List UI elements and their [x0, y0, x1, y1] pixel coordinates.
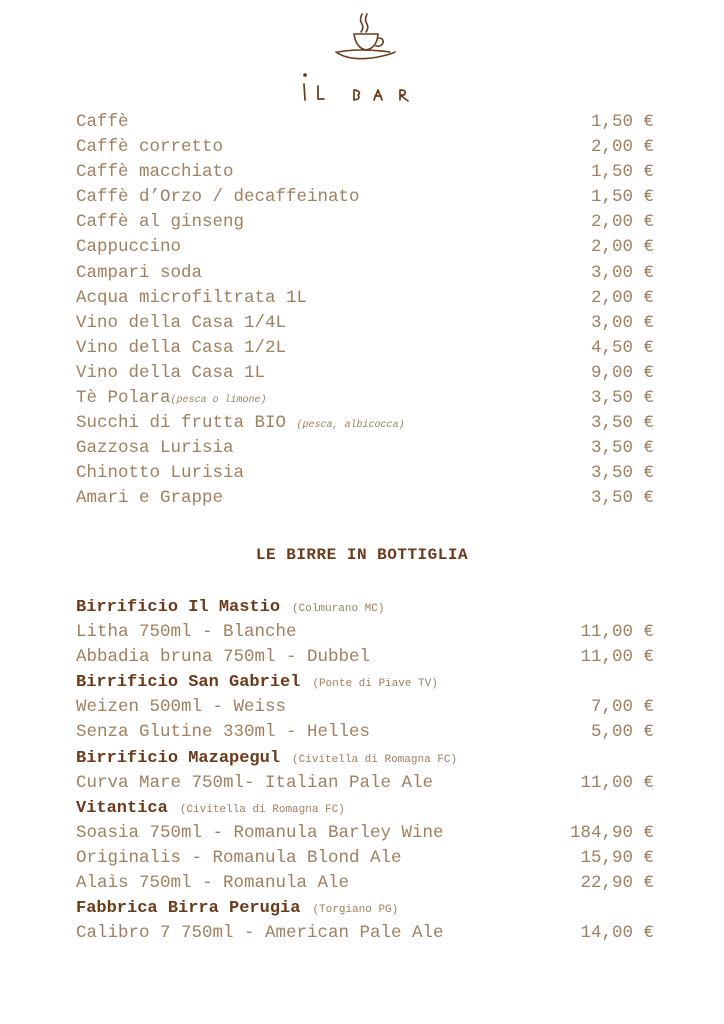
item-price: 2,00 € [590, 212, 654, 233]
beer-item [76, 645, 654, 670]
beer-name: Alaìs 750ml - Romanula Ale [76, 873, 350, 894]
item-price: 2,00 € [590, 287, 654, 308]
item-name: Vino della Casa 1/2L [76, 337, 287, 358]
beer-item [76, 821, 654, 846]
item-price: 1,50 € [590, 112, 654, 132]
menu-item [76, 311, 654, 336]
brewery-name: Birrificio Mazapegul [76, 748, 281, 768]
menu-item-name [76, 336, 286, 361]
menu-item [76, 210, 654, 235]
menu-item-name [76, 286, 307, 311]
item-price: 3,00 € [590, 312, 654, 333]
item-name: Caffè macchiato [76, 162, 234, 183]
brewery-label [76, 746, 457, 773]
item-name: Tè Polara [76, 388, 171, 409]
brewery-location: (Torgiano PG) [312, 904, 399, 917]
item-price: 3,00 € [590, 262, 654, 283]
item-price: 3,50 € [590, 438, 654, 459]
beer-name: Litha 750ml - Blanche [76, 622, 297, 643]
brewery-name: Birrificio San Gabriel [76, 673, 301, 693]
bottled-beers-list [76, 595, 654, 946]
beer-name: Weizen 500ml - Weiss [76, 697, 287, 718]
beer-price: 14,00 € [580, 923, 654, 944]
brewery-label [76, 595, 384, 622]
menu-item-name [76, 110, 129, 135]
item-price: 1,50 € [590, 187, 654, 208]
beer-name: Curva Mare 750ml- Italian Pale Ale [76, 772, 434, 793]
brewery-label [76, 896, 398, 923]
beer-name: Soasia 750ml - Romanula Barley Wine [76, 822, 444, 843]
item-price: 3,50 € [590, 488, 654, 509]
item-price: 2,00 € [590, 137, 654, 158]
brewery-heading [76, 796, 654, 821]
bar-logo-lettering [296, 72, 426, 108]
brewery-heading [76, 595, 654, 620]
beer-price: 11,00 € [580, 647, 654, 668]
beer-price: 184,90 € [569, 822, 654, 843]
brewery-location: (Ponte di Piave TV) [312, 678, 438, 691]
item-price: 3,50 € [590, 413, 654, 434]
beer-item [76, 871, 654, 896]
menu-item [76, 336, 654, 361]
item-name: Amari e Grappe [76, 488, 224, 509]
item-price: 9,00 € [590, 362, 654, 383]
menu-item-name [76, 411, 405, 438]
item-name: Succhi di frutta BIO [76, 413, 297, 434]
menu-item [76, 110, 654, 135]
item-name: Vino della Casa 1/4L [76, 312, 287, 333]
item-name: Caffè al ginseng [76, 212, 245, 233]
menu-item-name [76, 386, 267, 413]
menu-item [76, 160, 654, 185]
beer-name: Calibro 7 750ml - American Pale Ale [76, 923, 444, 944]
item-name: Vino della Casa 1L [76, 362, 266, 383]
beer-item [76, 846, 654, 871]
item-name: Caffè d’Orzo / decaffeinato [76, 187, 360, 208]
beer-price: 7,00 € [590, 697, 654, 718]
item-name: Campari soda [76, 262, 203, 283]
beer-price: 11,00 € [580, 622, 654, 643]
brewery-name: Vitantica [76, 798, 168, 818]
section-title-beers: LE BIRRE IN BOTTIGLIA [255, 546, 469, 564]
brewery-location: (Colmurano MC) [292, 603, 385, 615]
item-price: 2,00 € [590, 237, 654, 258]
menu-item [76, 386, 654, 411]
beer-name: Abbadia bruna 750ml - Dubbel [76, 647, 371, 668]
menu-item-name [76, 185, 360, 210]
brewery-name: Fabbrica Birra Perugia [76, 899, 301, 919]
menu-item [76, 135, 654, 160]
item-price: 3,50 € [590, 463, 654, 484]
bar-drinks-list [76, 110, 654, 512]
menu-item [76, 185, 654, 210]
beer-price: 5,00 € [590, 722, 654, 743]
item-note: (pesca, albicocca) [296, 420, 405, 432]
brewery-heading [76, 896, 654, 921]
menu-item [76, 411, 654, 436]
brewery-label [76, 796, 345, 823]
item-name: Caffè [76, 112, 129, 132]
menu-item-name [76, 461, 244, 486]
beer-item [76, 771, 654, 796]
item-name: Chinotto Lurisia [76, 463, 245, 484]
item-name: Acqua microfiltrata 1L [76, 287, 308, 308]
brewery-location: (Civitella di Romagna FC) [292, 753, 458, 766]
menu-item [76, 235, 654, 260]
brewery-label [76, 670, 438, 697]
menu-item-name [76, 235, 181, 260]
menu-item [76, 486, 654, 511]
item-name: Gazzosa Lurisia [76, 438, 234, 459]
menu-item-name [76, 135, 223, 160]
beer-item [76, 720, 654, 745]
beer-price: 15,90 € [580, 847, 654, 868]
menu-item [76, 461, 654, 486]
menu-item-name [76, 311, 286, 336]
menu-item-name [76, 261, 202, 286]
beer-item [76, 620, 654, 645]
menu-item [76, 286, 654, 311]
beer-item [76, 695, 654, 720]
item-price: 3,50 € [590, 388, 654, 409]
beer-name: Originalis - Romanula Blond Ale [76, 847, 402, 868]
menu-item [76, 361, 654, 386]
beer-price: 22,90 € [580, 873, 654, 894]
menu-item-name [76, 160, 234, 185]
menu-item-name [76, 210, 244, 235]
brewery-heading [76, 670, 654, 695]
menu-item-name [76, 436, 234, 461]
menu-item-name [76, 361, 265, 386]
brewery-name: Birrificio Il Mastio [76, 598, 281, 617]
item-price: 1,50 € [590, 162, 654, 183]
menu-item [76, 261, 654, 286]
item-price: 4,50 € [590, 337, 654, 358]
beer-item [76, 921, 654, 946]
menu-item-name [76, 486, 223, 511]
item-note: (pesca o limone) [170, 395, 267, 407]
brewery-heading [76, 746, 654, 771]
brewery-location: (Civitella di Romagna FC) [179, 803, 345, 816]
beer-price: 11,00 € [580, 772, 654, 793]
item-name: Cappuccino [76, 237, 182, 258]
menu-item [76, 436, 654, 461]
item-name: Caffè corretto [76, 137, 224, 158]
beer-name: Senza Glutine 330ml - Helles [76, 722, 371, 743]
